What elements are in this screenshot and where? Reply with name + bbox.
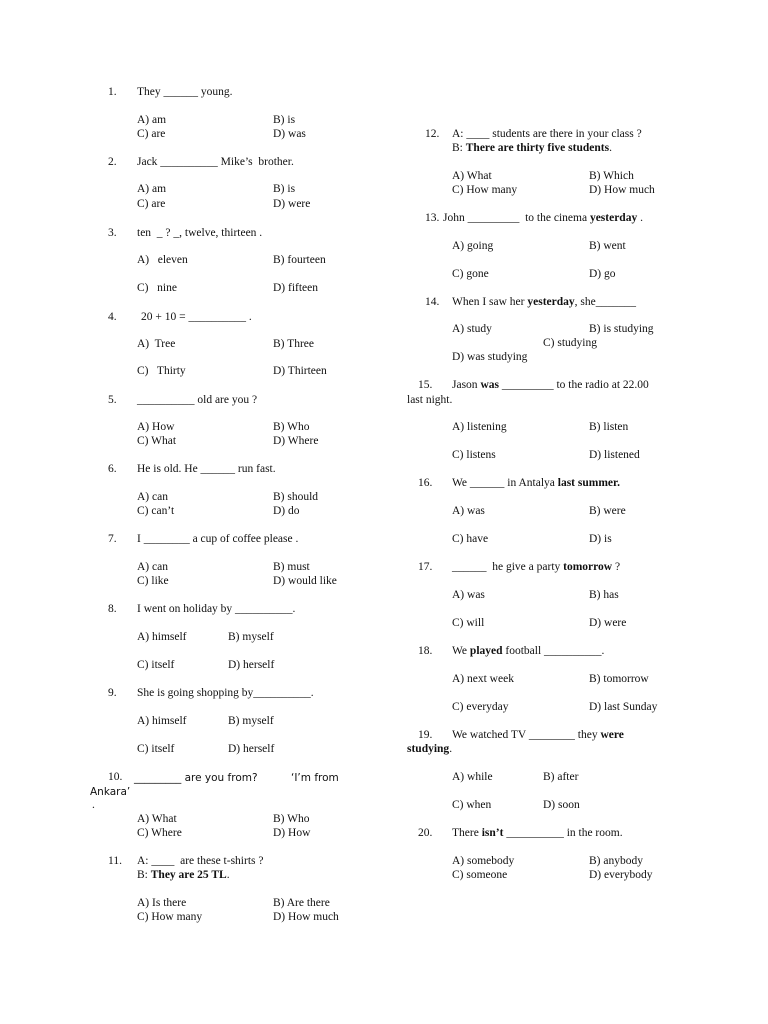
option-a: A) can [137,561,168,573]
question-text: Jack __________ Mike’s brother. [137,156,294,168]
question-text: I ________ a cup of coffee please . [137,533,299,545]
option-b: B) Which [589,170,634,182]
option-b: B) anybody [589,855,643,867]
option-a: A) Is there [137,897,187,909]
question-text: When I saw her yesterday, she_______ [452,296,636,308]
question-line-a: A: ____ are these t-shirts ? [137,855,264,867]
option-a: A) was [452,589,485,601]
option-b: B) myself [228,631,274,643]
bold-keyword: played [469,645,503,657]
option-c: C) How many [452,184,518,196]
option-c: C) are [137,128,166,140]
option-d: D) everybody [589,869,653,881]
option-d: D) herself [228,659,275,671]
question-text: They ______ young. [137,86,233,98]
bold-keyword: isn’t [481,827,504,839]
question-number: 16. [418,477,433,489]
option-c: C) like [137,575,169,587]
option-b: B) should [273,491,319,503]
bold-keyword: was [480,379,499,391]
question-text: Jason was _________ to the radio at 22.00 [452,379,649,391]
question-text: She is going shopping by__________. [137,687,314,699]
question-text: __________ old are you ? [137,394,258,406]
option-a: A) What [137,813,177,825]
question-number: 12. [425,128,440,140]
option-b: B) has [589,589,619,601]
option-d: D) fifteen [273,282,319,294]
option-b: B) is [273,183,296,195]
option-b: B) after [543,771,579,783]
option-b: B) Are there [273,897,330,909]
option-d: D) were [273,198,311,210]
option-b: B) went [589,240,626,252]
option-a: A) while [452,771,493,783]
option-a: A) am [137,183,167,195]
option-c: C) will [452,617,485,629]
question-text: I went on holiday by __________. [137,603,296,615]
question-text: ______ he give a party tomorrow ? [452,561,621,573]
option-d: D) is [589,533,612,545]
option-d: D) How much [589,184,655,196]
question-text: John _________ to the cinema yesterday . [443,212,643,224]
option-a: A) was [452,505,485,517]
option-c: C) can’t [137,505,175,517]
question-number: 1. [108,86,117,98]
option-d: D) would like [273,575,337,587]
option-b: B) were [589,505,626,517]
option-c: C) How many [137,911,203,923]
question-text-answer: ‘I’m from [291,772,339,784]
question-number: 18. [418,645,433,657]
option-d: D) were [589,617,627,629]
option-a: A) going [452,240,494,252]
option-a: A) am [137,114,167,126]
option-b: B) tomorrow [589,673,649,685]
question-text: There isn’t __________ in the room. [452,827,623,839]
option-a: A) somebody [452,855,515,867]
question-number: 20. [418,827,433,839]
option-d: D) How [273,827,311,839]
option-a: A) Tree [137,338,176,350]
question-number: 17. [418,561,433,573]
question-number: 9. [108,687,117,699]
bold-keyword: yesterday [527,296,575,308]
option-a: A) eleven [137,254,188,266]
option-b: B) myself [228,715,274,727]
option-a: A) himself [137,715,187,727]
option-b: B) must [273,561,310,573]
question-text: We watched TV ________ they were [452,729,624,741]
option-d: D) soon [543,799,580,811]
bold-keyword: yesterday [589,212,638,224]
option-c: C) have [452,533,489,545]
question-text-wrap: Ankara’ [90,786,131,798]
question-text: We played football __________. [452,645,605,657]
question-line-b: B: There are thirty five students. [452,142,612,154]
question-text: He is old. He ______ run fast. [137,463,276,475]
option-a: A) next week [452,673,514,685]
option-d: D) listened [589,449,640,461]
question-text-dot: . [92,799,95,811]
option-c: C) listens [452,449,496,461]
question-text: 20 + 10 = __________ . [141,311,252,323]
bold-keyword: last summer. [557,477,620,489]
option-b: B) is studying [589,323,654,335]
option-c: C) gone [452,268,489,280]
question-number: 10. [108,771,123,783]
option-c: C) itself [137,659,175,671]
option-a: A) What [452,170,492,182]
question-number: 2. [108,156,117,168]
option-d: D) Thirteen [273,365,327,377]
option-c: C) itself [137,743,175,755]
question-line-b: B: They are 25 TL. [137,869,230,881]
option-c: C) someone [452,869,508,881]
option-b: B) Who [273,421,310,433]
option-c: C) studying [543,337,597,349]
question-number: 6. [108,463,117,475]
option-c: C) Thirty [137,365,186,377]
option-b: B) Three [273,338,314,350]
option-c: C) Where [137,827,182,839]
question-number: 15. [418,379,433,391]
option-c: C) everyday [452,701,509,713]
option-c: C) when [452,799,492,811]
option-c: C) What [137,435,177,447]
bold-keyword: studying [407,743,450,755]
option-a: A) study [452,323,492,335]
question-text-wrap: last night. [407,394,453,406]
option-d: D) was [273,128,306,140]
option-d: D) Where [273,435,319,447]
option-a: A) himself [137,631,187,643]
option-c: C) are [137,198,166,210]
question-number: 8. [108,603,117,615]
option-c: C) nine [137,282,177,294]
option-b: B) is [273,114,296,126]
question-line-a: A: ____ students are there in your class ? [452,128,642,140]
question-text: _________ are you from? [134,772,258,784]
option-d: D) How much [273,911,339,923]
question-text-wrap: studying. [407,743,453,755]
bold-keyword: tomorrow [563,561,613,573]
option-b: B) listen [589,421,629,433]
option-b: B) Who [273,813,310,825]
question-number: 11. [108,855,122,867]
bold-answer: They are 25 TL [150,869,227,881]
question-number: 19. [418,729,433,741]
bold-answer: There are thirty five students [465,142,610,154]
option-d: D) herself [228,743,275,755]
question-number: 7. [108,533,117,545]
option-a: A) can [137,491,168,503]
option-a: A) How [137,421,175,433]
question-text: We ______ in Antalya last summer. [452,477,620,489]
option-d: D) do [273,505,300,517]
question-number: 3. [108,227,117,239]
option-a: A) listening [452,421,507,433]
question-number: 14. [425,296,440,308]
option-d: D) go [589,268,616,280]
question-number: 5. [108,394,117,406]
option-d: D) was studying [452,351,528,363]
bold-keyword: were [600,729,624,741]
question-text: ten _ ? _, twelve, thirteen . [137,227,263,239]
option-d: D) last Sunday [589,701,658,713]
option-b: B) fourteen [273,254,326,266]
question-number: 4. [108,311,117,323]
question-number: 13. [425,212,440,224]
